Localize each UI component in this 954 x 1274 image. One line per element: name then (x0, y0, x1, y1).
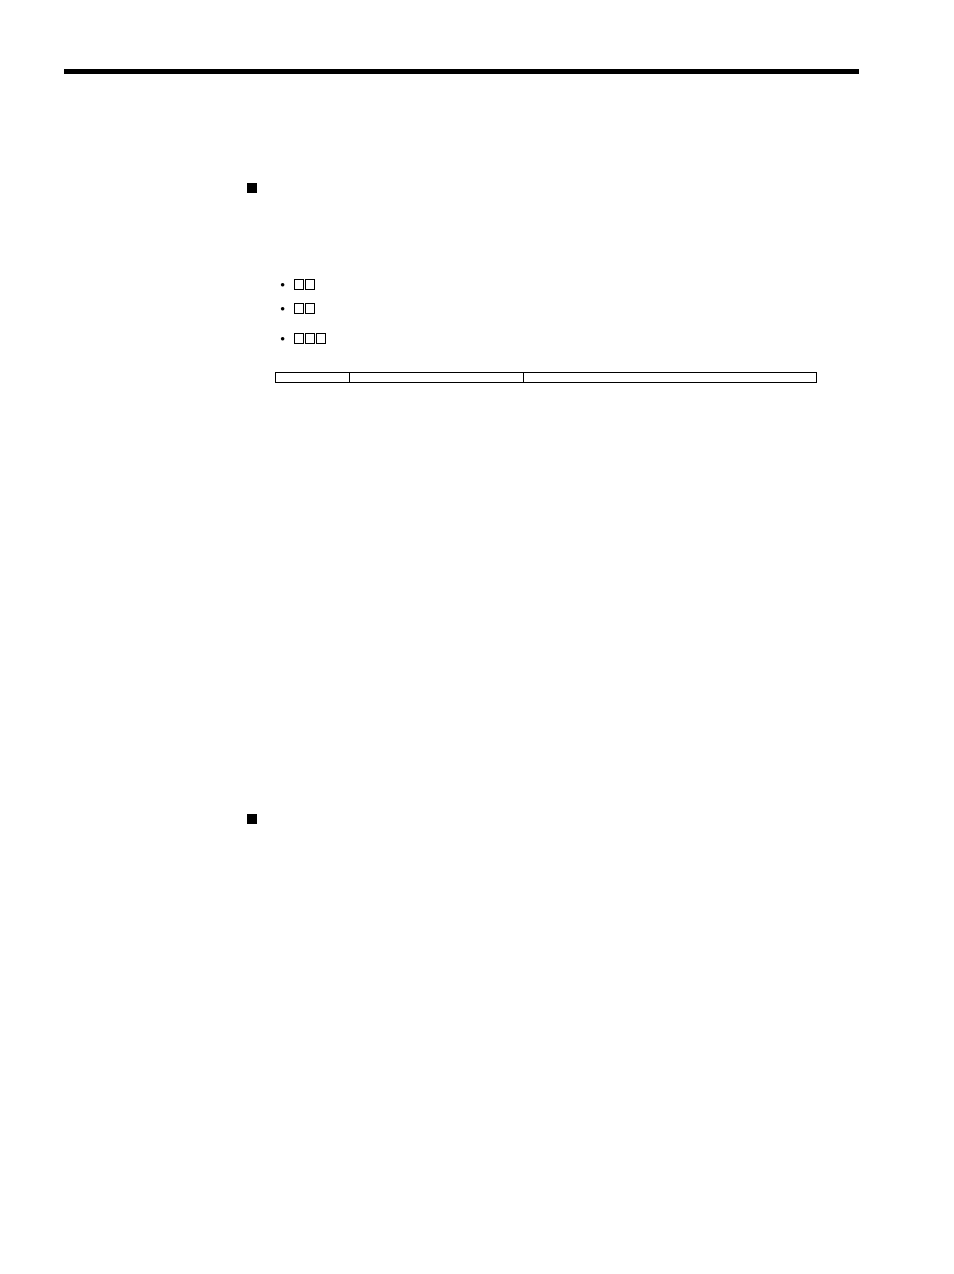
error-code-table (275, 372, 817, 383)
square-bullet-icon (247, 183, 257, 193)
bullet-complete: • (280, 302, 316, 319)
section-title (155, 135, 227, 158)
bit-assignment-diagram (290, 920, 810, 1090)
bullet-error: • (280, 332, 327, 349)
placeholder-box-icon (305, 303, 315, 314)
header-rule (64, 69, 859, 74)
placeholder-box-icon (305, 333, 315, 344)
placeholder-box-icon (294, 303, 304, 314)
square-bullet-icon (247, 814, 257, 824)
placeholder-box-icon (316, 333, 326, 344)
subheading-status (247, 810, 269, 831)
bullet-busy: • (280, 278, 316, 295)
subheading-processing-result (247, 179, 269, 200)
header-details (524, 373, 817, 383)
header-error (350, 373, 524, 383)
placeholder-box-icon (294, 333, 304, 344)
placeholder-box-icon (305, 279, 315, 290)
header-error-code (276, 373, 350, 383)
placeholder-box-icon (294, 279, 304, 290)
